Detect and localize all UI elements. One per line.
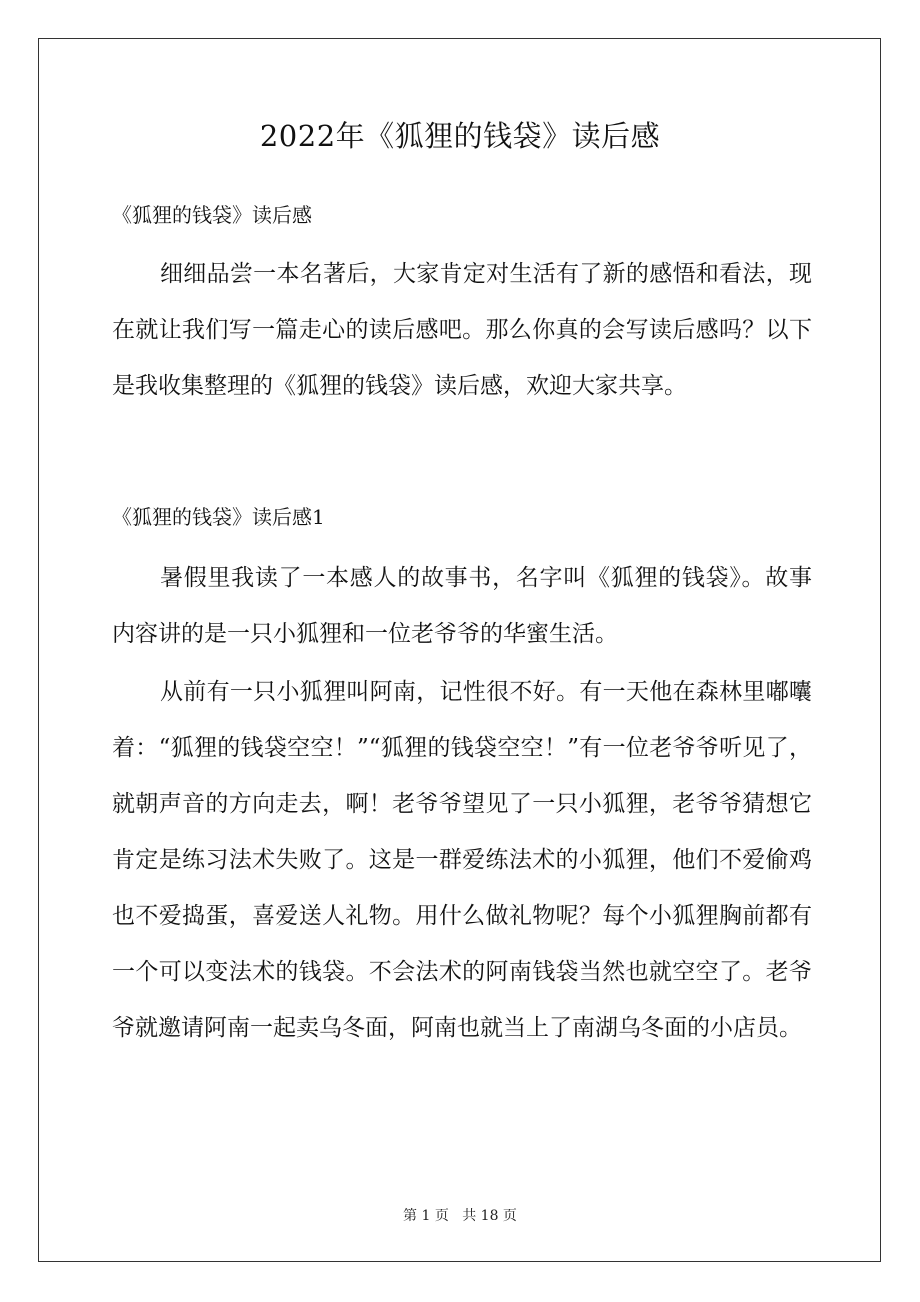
section-heading: 《狐狸的钱袋》读后感1	[112, 505, 325, 529]
body-paragraph: 从前有一只小狐狸叫阿南，记性很不好。有一天他在森林里嘟囔着：“狐狸的钱袋空空！”“狐狸的钱袋空空！”有一位老爷爷听见了，就朝声音的方向走去，啊！老爷爷望见了一只小狐狸，老爷爷猜想它肯定是练习法术失败了。这是一群爱练法术的小狐狸，他们不爱偷鸡也不爱捣蛋，喜爱送人礼物。用什么做礼物呢？每个小狐狸胸前都有一个可以变法术的钱袋。不会法术的阿南钱袋当然也就空空了。老爷爷就邀请阿南一起卖乌冬面，阿南也就当上了南湖乌冬面的小店员。	[112, 679, 812, 1041]
body-paragraph: 暑假里我读了一本感人的故事书，名字叫《狐狸的钱袋》。故事内容讲的是一只小狐狸和一位老爷爷的华蜜生活。	[112, 565, 812, 647]
page-total: 共 18 页	[462, 1208, 517, 1224]
intro-heading: 《狐狸的钱袋》读后感	[112, 203, 312, 227]
intro-paragraph: 细细品尝一本名著后，大家肯定对生活有了新的感悟和看法，现在就让我们写一篇走心的读后感吧。那么你真的会写读后感吗？以下是我收集整理的《狐狸的钱袋》读后感，欢迎大家共享。	[112, 261, 812, 399]
page-footer	[0, 1206, 920, 1226]
page-number: 第 1 页	[403, 1208, 449, 1224]
document-title: 2022年《狐狸的钱袋》读后感	[259, 119, 661, 153]
